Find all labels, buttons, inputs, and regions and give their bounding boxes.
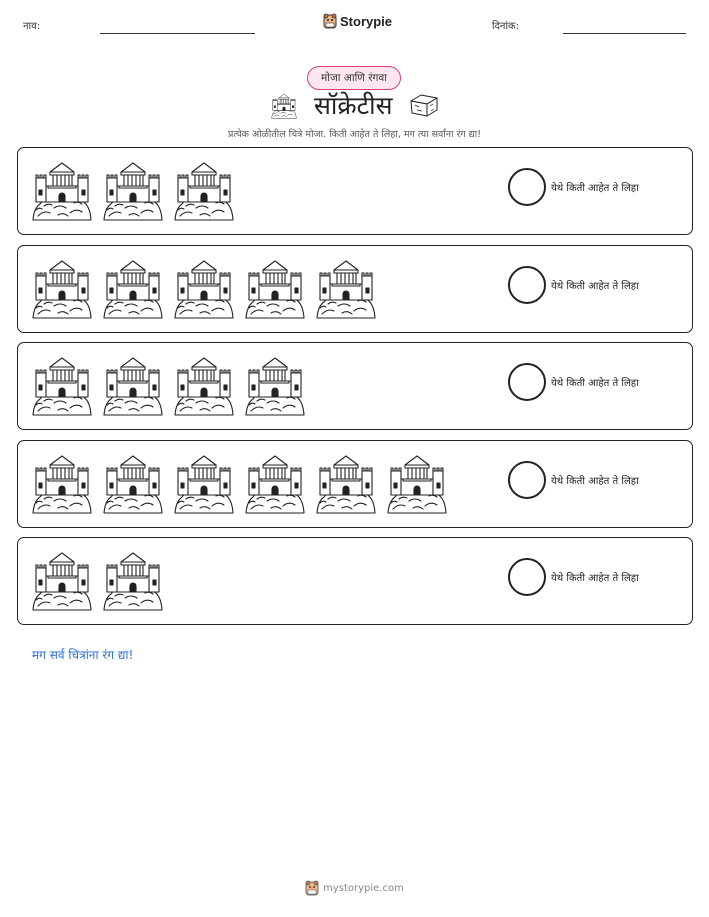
name-label: नाव: [23,21,41,32]
acropolis-castle-icon [101,548,165,614]
counting-row [17,245,693,333]
answer-label: येथे किती आहेत ते लिहा [551,183,639,194]
storypie-mascot-icon [305,880,319,896]
castle-group [30,548,165,614]
answer-circle[interactable] [508,558,546,596]
answer-circle[interactable] [508,168,546,206]
counting-row [17,537,693,625]
acropolis-castle-icon [101,353,165,419]
answer-label: येथे किती आहेत ते लिहा [551,378,639,389]
acropolis-castle-icon [243,451,307,517]
castle-group [30,256,378,322]
worksheet-header [0,0,709,50]
brand-name: Storypie [340,13,393,29]
castle-group [30,353,307,419]
acropolis-castle-icon [101,158,165,224]
acropolis-castle-icon [30,158,94,224]
acropolis-castle-icon [101,451,165,517]
footer-site[interactable]: mystorypie.com [323,882,404,894]
answer-label: येथे किती आहेत ते लिहा [551,476,639,487]
acropolis-castle-icon [172,256,236,322]
answer-circle[interactable] [508,363,546,401]
page-title: सॉक्रेटीस [314,91,393,120]
acropolis-castle-icon [30,353,94,419]
counting-row [17,440,693,528]
storypie-mascot-icon [323,13,337,29]
instructions-text: प्रत्येक ओळीतील चित्रे मोजा. किती आहेत ते लिहा, मग त्या सर्वांना रंग द्या! [227,129,482,140]
footer [0,880,709,896]
answer-circle[interactable] [508,461,546,499]
acropolis-icon [268,92,300,120]
date-label: दिनांक: [492,21,520,32]
counting-row [17,342,693,430]
castle-group [30,451,449,517]
storypie-logo [323,13,392,29]
acropolis-castle-icon [172,158,236,224]
acropolis-castle-icon [172,353,236,419]
acropolis-castle-icon [30,451,94,517]
acropolis-castle-icon [243,353,307,419]
color-all-instruction: मग सर्व चित्रांना रंग द्या! [32,648,134,662]
castle-group [30,158,236,224]
acropolis-castle-icon [243,256,307,322]
acropolis-castle-icon [385,451,449,517]
activity-badge: मोजा आणि रंगवा [307,66,401,90]
acropolis-castle-icon [101,256,165,322]
date-field-line[interactable] [563,33,686,34]
answer-circle[interactable] [508,266,546,304]
counting-row [17,147,693,235]
stone-block-icon [409,92,439,118]
acropolis-castle-icon [314,451,378,517]
answer-label: येथे किती आहेत ते लिहा [551,573,639,584]
acropolis-castle-icon [172,451,236,517]
answer-label: येथे किती आहेत ते लिहा [551,281,639,292]
name-field-line[interactable] [100,33,255,34]
acropolis-castle-icon [30,548,94,614]
acropolis-castle-icon [30,256,94,322]
title-row [0,90,709,124]
acropolis-castle-icon [314,256,378,322]
